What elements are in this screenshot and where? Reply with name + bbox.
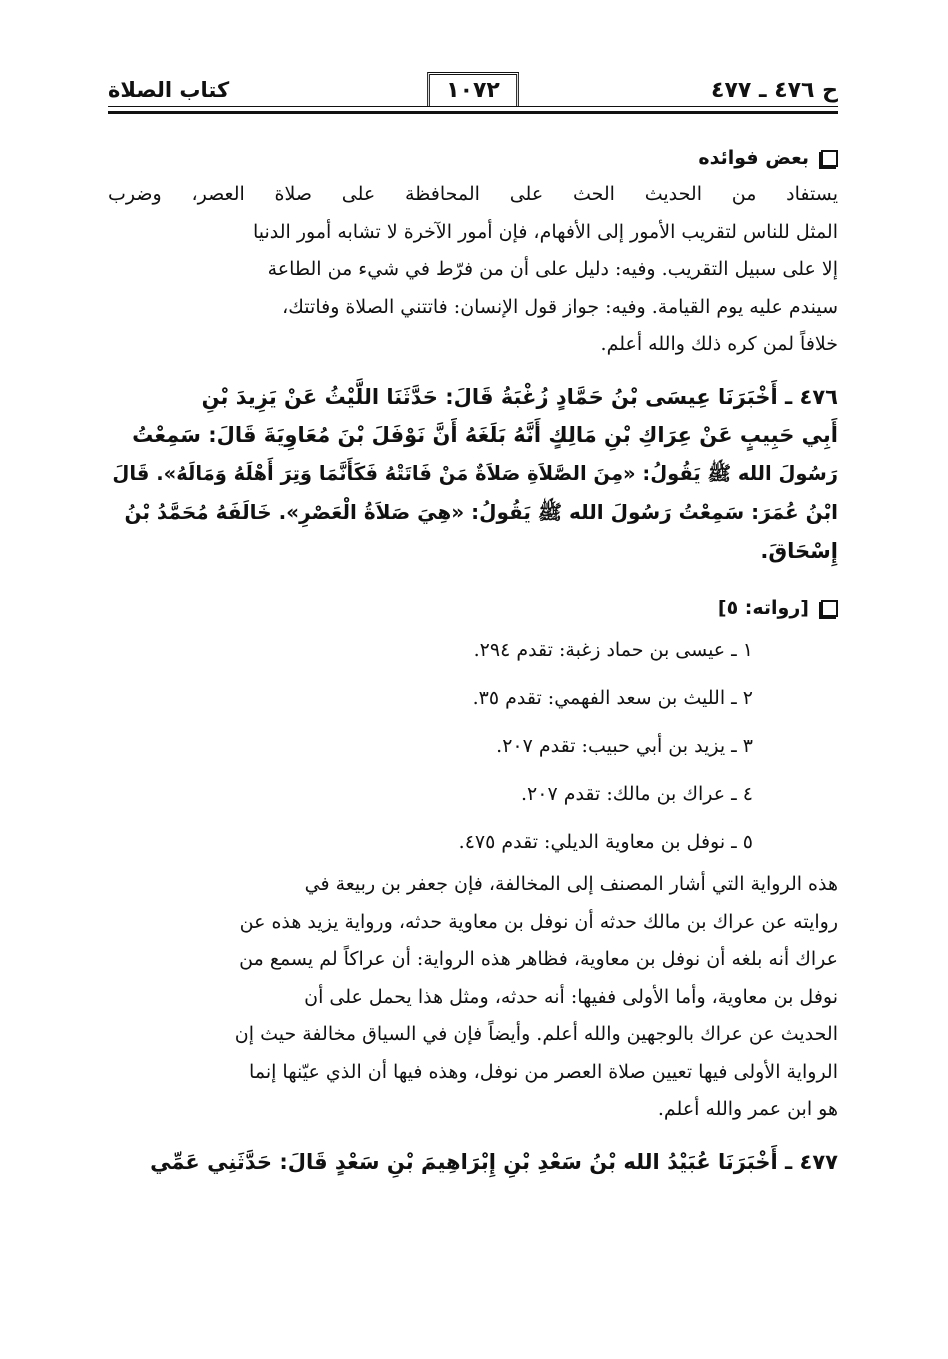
benefits-heading [108,140,838,176]
text-line: هو ابن عمر والله أعلم. [657,1098,838,1120]
hadith-line: ٤٧٦ ـ أَخْبَرَنَا عِيسَى بْنُ حَمَّادٍ زُغْبَةُ قَالَ: حَدَّثَنَا اللَّيْثُ عَنْ يَزِيدَ بْنِ [201,384,838,409]
square-bullet-icon [821,150,838,167]
header-rule [108,106,838,107]
hadith-476 [108,378,838,571]
text-line: المثل للناس لتقريب الأمور إلى الأفهام، فإن أمور الآخرة لا تشابه أمور الدنيا [252,220,838,243]
hadith-line: ابْنُ عُمَرَ: سَمِعْتُ رَسُولَ الله ﷺ يَقُولُ: «هِيَ صَلاَةُ الْعَصْرِ». خَالَفَهُ مُحَمَّدُ بْنُ [124,500,838,524]
narrators-heading [108,590,838,626]
text-line: إلا على سبيل التقريب. وفيه: دليل على أن من فرّط في شيء من الطاعة [267,258,838,280]
text-line: عراك أنه بلغه أن نوفل بن معاوية، فظاهر هذه الرواية: أن عراكاً لم يسمع من [239,948,838,970]
text-line: هذه الرواية التي أشار المصنف إلى المخالفة، فإن جعفر بن ربيعة في [304,873,838,895]
page-body [108,140,838,1181]
benefits-heading-text: بعض فوائده [698,147,809,169]
page-number: ١٠٧٢ [427,72,519,106]
text-line: يستفاد من الحديث الحث على المحافظة على صلاة العصر، وضرب [108,183,838,205]
narrator-item: ٢ ـ الليث بن سعد الفهمي: تقدم ٣٥. [472,687,753,709]
narrators-list [108,626,838,866]
narrator-item: ٣ ـ يزيد بن أبي حبيب: تقدم ٢٠٧. [496,735,753,757]
text-line: سيندم عليه يوم القيامة. وفيه: جواز قول الإنسان: فاتتني الصلاة وفاتتك، [282,295,838,318]
narrator-item: ١ ـ عيسى بن حماد زغبة: تقدم ٢٩٤. [473,639,753,661]
commentary-paragraph [108,866,838,1129]
hadith-line: ٤٧٧ ـ أَخْبَرَنَا عُبَيْدُ الله بْنُ سَعْدِ بْنِ إِبْرَاهِيمَ بْنِ سَعْدٍ قَالَ: حَدَّثَنِي عَمِّي [150,1149,838,1174]
benefits-paragraph [108,176,838,364]
hadith-range: ح ٤٧٦ ـ ٤٧٧ [711,78,838,103]
text-line: الرواية الأولى فيها تعيين صلاة العصر من نوفل، وهذه فيها أن الذي عيّنها إنما [249,1060,838,1083]
square-bullet-icon [821,600,838,617]
narrator-item: ٤ ـ عراك بن مالك: تقدم ٢٠٧. [520,783,753,805]
hadith-477 [108,1143,838,1182]
text-line: الحديث عن عراك بالوجهين والله أعلم. وأيضاً فإن في السياق مخالفة حيث إن [234,1023,838,1045]
hadith-line: رَسُولَ الله ﷺ يَقُولُ: «مِنَ الصَّلاَةِ صَلاَةٌ مَنْ فَاتَتْهُ فَكَأَنَّمَا وَتِرَ أَهْلَهُ وَمَالَهُ». قَالَ [112,461,838,485]
text-line: نوفل بن معاوية، وأما الأولى ففيها: أنه حدثه، ومثل هذا يحمل على أن [304,985,838,1008]
hadith-line: أَبِي حَبِيبٍ عَنْ عِرَاكِ بْنِ مَالِكٍ أَنَّهُ بَلَغَهُ أَنَّ نَوْفَلَ بْنَ مُعَاوِيَةَ قَالَ: سَمِعْتُ [132,423,838,447]
hadith-line: إِسْحَاقَ. [760,538,838,563]
narrator-item: ٥ ـ نوفل بن معاوية الديلي: تقدم ٤٧٥. [458,831,753,853]
book-title: كتاب الصلاة [108,78,230,102]
text-line: روايته عن عراك بن مالك حدثه أن نوفل بن معاوية حدثه، ورواية يزيد هذه عن [239,910,838,933]
header-rule-thick [108,111,838,114]
text-line: خلافاً لمن كره ذلك والله أعلم. [600,333,838,355]
narrators-heading-text: [رواته: ٥] [717,597,809,619]
